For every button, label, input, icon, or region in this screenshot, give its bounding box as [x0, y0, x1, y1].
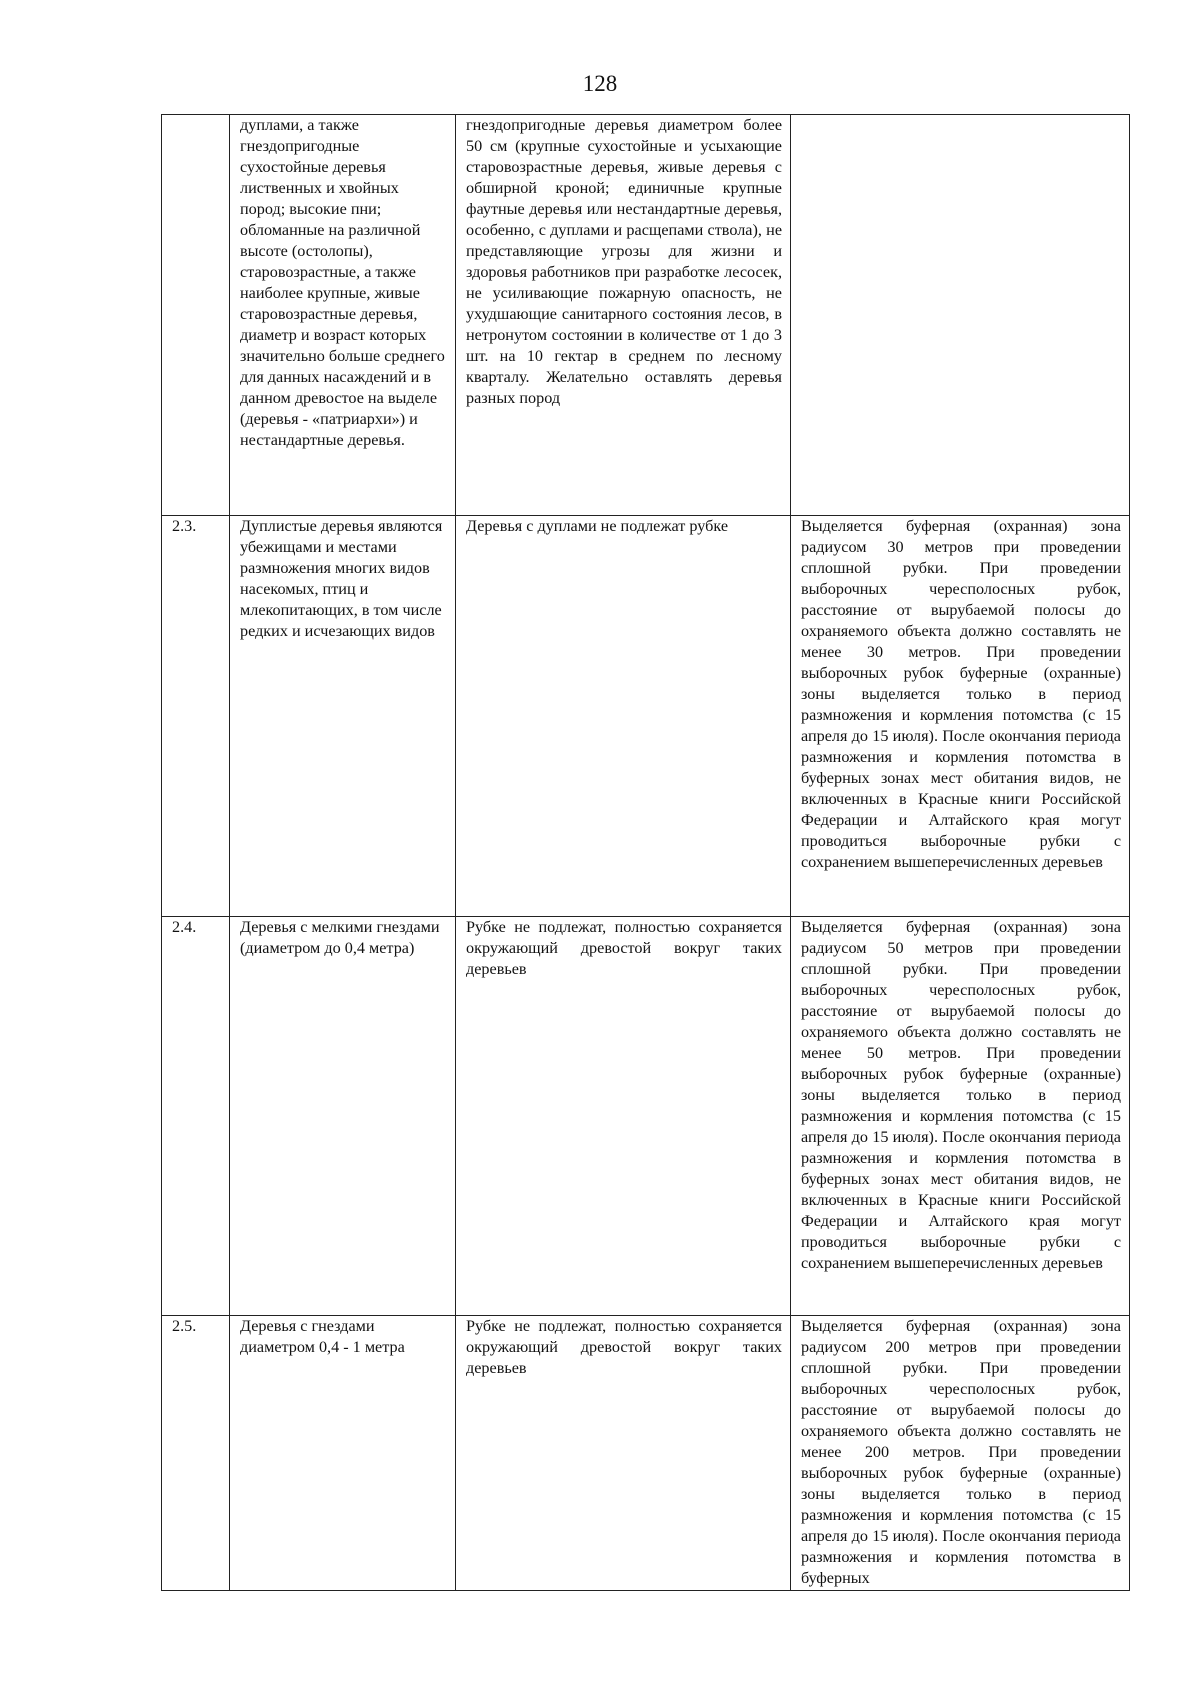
object-cell: дуплами, а также гнездопригодные сухостойные деревья лиственных и хвойных пород; высокие пни; обломанные на различной высоте (остолопы), старовозрастные, а также наиболее крупные, живые старовозрастные деревья, диаметр и возраст которых значительно больше среднего для данных насаждений и в данном древостое на выделе (деревья - «патриархи») и нестандартные деревья. [230, 115, 456, 516]
row-number-cell [162, 115, 230, 516]
table-row [162, 1316, 1130, 1591]
table-row [162, 516, 1130, 917]
object-cell: Деревья с мелкими гнездами (диаметром до 0,4 метра) [230, 917, 456, 1316]
object-cell: Дуплистые деревья являются убежищами и местами размножения многих видов насекомых, птиц и млекопитающих, в том числе редких и исчезающих видов [230, 516, 456, 917]
measures-cell: Деревья с дуплами не подлежат рубке [456, 516, 791, 917]
table-row [162, 115, 1130, 516]
row-number-cell: 2.3. [162, 516, 230, 917]
table-row [162, 917, 1130, 1316]
buffer-zone-cell: Выделяется буферная (охранная) зона радиусом 50 метров при проведении сплошной рубки. При проведении выборочных чересполосных рубок, расстояние от вырубаемой полосы до охраняемого объекта должно составлять не менее 50 метров. При проведении выборочных рубок буферные (охранные) зоны выделяется только в период размножения и кормления потомства (с 15 апреля до 15 июля). После окончания периода размножения и кормления потомства в буферных зонах мест обитания видов, не включенных в Красные книги Российской Федерации и Алтайского края могут проводиться выборочные рубки с сохранением вышеперечисленных деревьев [791, 917, 1130, 1316]
buffer-zone-cell: Выделяется буферная (охранная) зона радиусом 30 метров при проведении сплошной рубки. При проведении выборочных чересполосных рубок, расстояние от вырубаемой полосы до охраняемого объекта должно составлять не менее 30 метров. При проведении выборочных рубок буферные (охранные) зоны выделяется только в период размножения и кормления потомства (с 15 апреля до 15 июля). После окончания периода размножения и кормления потомства в буферных зонах мест обитания видов, не включенных в Красные книги Российской Федерации и Алтайского края могут проводиться выборочные рубки с сохранением вышеперечисленных деревьев [791, 516, 1130, 917]
row-number-cell: 2.4. [162, 917, 230, 1316]
buffer-zone-cell [791, 115, 1130, 516]
buffer-zone-cell: Выделяется буферная (охранная) зона радиусом 200 метров при проведении сплошной рубки. При проведении выборочных чересполосных рубок, расстояние от вырубаемой полосы до охраняемого объекта должно составлять не менее 200 метров. При проведении выборочных рубок буферные (охранные) зоны выделяется только в период размножения и кормления потомства (с 15 апреля до 15 июля). После окончания периода размножения и кормления потомства в буферных [791, 1316, 1130, 1591]
page-number: 128 [582, 71, 618, 96]
measures-cell: Рубке не подлежат, полностью сохраняется окружающий древостой вокруг таких деревьев [456, 1316, 791, 1591]
measures-cell: Рубке не подлежат, полностью сохраняется окружающий древостой вокруг таких деревьев [456, 917, 791, 1316]
measures-table [161, 114, 1130, 1591]
object-cell: Деревья с гнездами диаметром 0,4 - 1 метра [230, 1316, 456, 1591]
row-number-cell: 2.5. [162, 1316, 230, 1591]
measures-cell: гнездопригодные деревья диаметром более 50 см (крупные сухостойные и усыхающие старовозрастные деревья, живые деревья с обширной кроной; единичные крупные фаутные деревья или нестандартные деревья, особенно, с дуплами и расщепами ствола), не представляющие угрозы для жизни и здоровья работников при разработке лесосек, не усиливающие пожарную опасность, не ухудшающие санитарного состояния лесов, в нетронутом состоянии в количестве от 1 до 3 шт. на 10 гектар в среднем по лесному кварталу. Желательно оставлять деревья разных пород [456, 115, 791, 516]
